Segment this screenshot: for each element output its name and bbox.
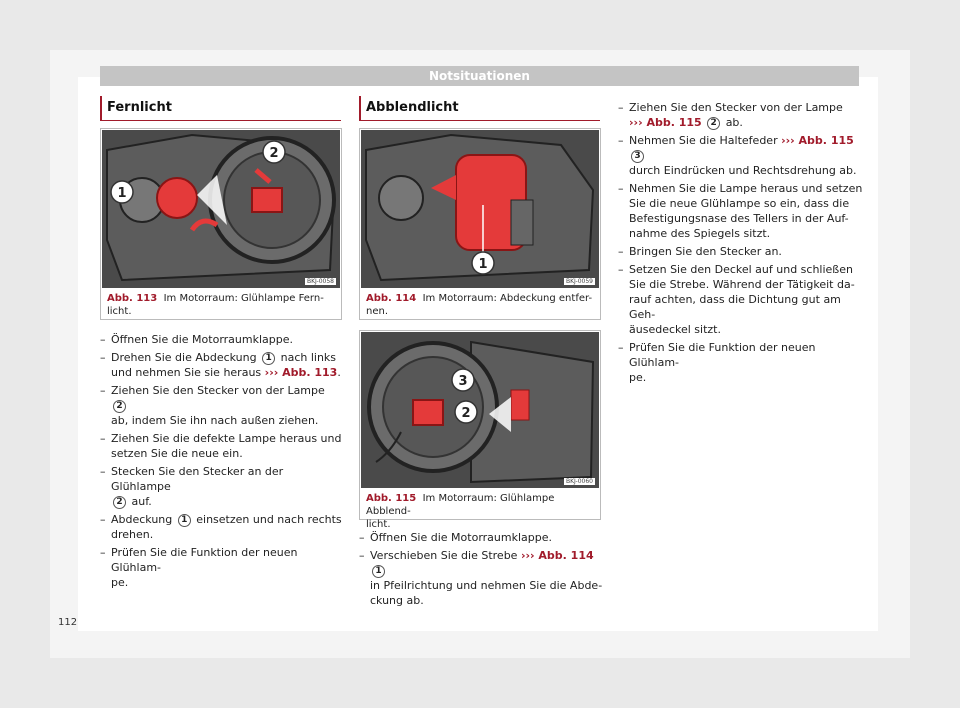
figure-number: Abb. 113 [107, 293, 158, 304]
caption-text: licht. [107, 306, 132, 317]
figure-113 [100, 128, 342, 320]
list-item: – Nehmen Sie die Lampe heraus und setzen Sie die neue Glühlampe so ein, dass die Befestigungsnase des Tellers in der Auf- nahme des Spiegels sitzt. [618, 181, 863, 241]
caption-text: Im Motorraum: Glühlampe Fern- [163, 293, 324, 304]
chapter-header: Notsituationen [100, 66, 859, 86]
list-item: – Drehen Sie die Abdeckung 1 nach links und nehmen Sie sie heraus ››› Abb. 113. [100, 350, 345, 380]
figure-113-image [102, 130, 340, 288]
list-item: – Prüfen Sie die Funktion der neuen Glühlam- pe. [618, 340, 863, 385]
figure-code: BKJ-0059 [565, 278, 593, 285]
figure-115-caption [366, 492, 594, 531]
step-number-badge: 1 [178, 514, 191, 527]
figure-code: BKJ-0058 [306, 278, 334, 285]
fernlicht-steps [100, 332, 345, 593]
list-item: – Prüfen Sie die Funktion der neuen Glühlam- pe. [100, 545, 345, 590]
right-column-steps [618, 100, 863, 388]
section-underline [100, 120, 341, 121]
step-number-badge: 1 [372, 565, 385, 578]
step-number-badge: 2 [707, 117, 720, 130]
figure-115-image [361, 332, 599, 488]
figure-link[interactable]: ››› Abb. 115 [781, 134, 854, 147]
section-title-abblendlicht: Abblendlicht [366, 100, 459, 115]
list-item: – Nehmen Sie die Haltefeder ››› Abb. 115 3 durch Eindrücken und Rechtsdrehung ab. [618, 133, 863, 178]
figure-114-caption [366, 292, 594, 318]
step-number-badge: 1 [262, 352, 275, 365]
list-item: – Setzen Sie den Deckel auf und schließen Sie die Strebe. Während der Tätigkeit da- rauf achten, dass die Dichtung gut am Geh- äusedeckel sitzt. [618, 262, 863, 337]
list-item: – Verschieben Sie die Strebe ››› Abb. 114 1 in Pfeilrichtung und nehmen Sie die Abde- ckung ab. [359, 548, 604, 608]
callout-2: 2 [461, 406, 471, 421]
section-title-fernlicht: Fernlicht [107, 100, 172, 115]
section-marker [100, 96, 102, 120]
callout-3: 3 [458, 374, 468, 389]
figure-link[interactable]: ››› Abb. 114 [520, 549, 594, 562]
list-item: – Ziehen Sie den Stecker von der Lampe ››› Abb. 115 2 ab. [618, 100, 863, 130]
abblendlicht-steps [359, 530, 604, 611]
list-item: – Öffnen Sie die Motorraumklappe. [359, 530, 604, 545]
step-number-badge: 2 [113, 496, 126, 509]
callout-1: 1 [117, 186, 127, 201]
list-item: – Öffnen Sie die Motorraumklappe. [100, 332, 345, 347]
figure-115 [359, 330, 601, 530]
callout-2: 2 [269, 146, 279, 161]
callout-1: 1 [478, 257, 488, 272]
figure-link[interactable]: ››› Abb. 113 [264, 366, 338, 379]
figure-number: Abb. 114 [366, 293, 417, 304]
figure-link[interactable]: ››› Abb. 115 [629, 116, 702, 129]
list-item: – Bringen Sie den Stecker an. [618, 244, 863, 259]
list-item: – Ziehen Sie die defekte Lampe heraus und setzen Sie die neue ein. [100, 431, 345, 461]
figure-114-image [361, 130, 599, 288]
step-number-badge: 3 [631, 150, 644, 163]
step-number-badge: 2 [113, 400, 126, 413]
list-item: – Abdeckung 1 einsetzen und nach rechts drehen. [100, 512, 345, 542]
figure-code: BKJ-0060 [565, 478, 593, 485]
list-item: – Stecken Sie den Stecker an der Glühlampe 2 auf. [100, 464, 345, 509]
caption-text: nen. [366, 306, 389, 317]
page-number: 112 [58, 617, 78, 628]
caption-text: licht. [366, 519, 391, 530]
figure-114 [359, 128, 601, 320]
figure-number: Abb. 115 [366, 493, 417, 504]
caption-text: Im Motorraum: Glühlampe Abblend- [366, 493, 555, 517]
figure-113-caption [107, 292, 335, 318]
caption-text: Im Motorraum: Abdeckung entfer- [422, 293, 593, 304]
section-underline [359, 120, 600, 121]
list-item: – Ziehen Sie den Stecker von der Lampe 2 ab, indem Sie ihn nach außen ziehen. [100, 383, 345, 428]
section-marker [359, 96, 361, 120]
